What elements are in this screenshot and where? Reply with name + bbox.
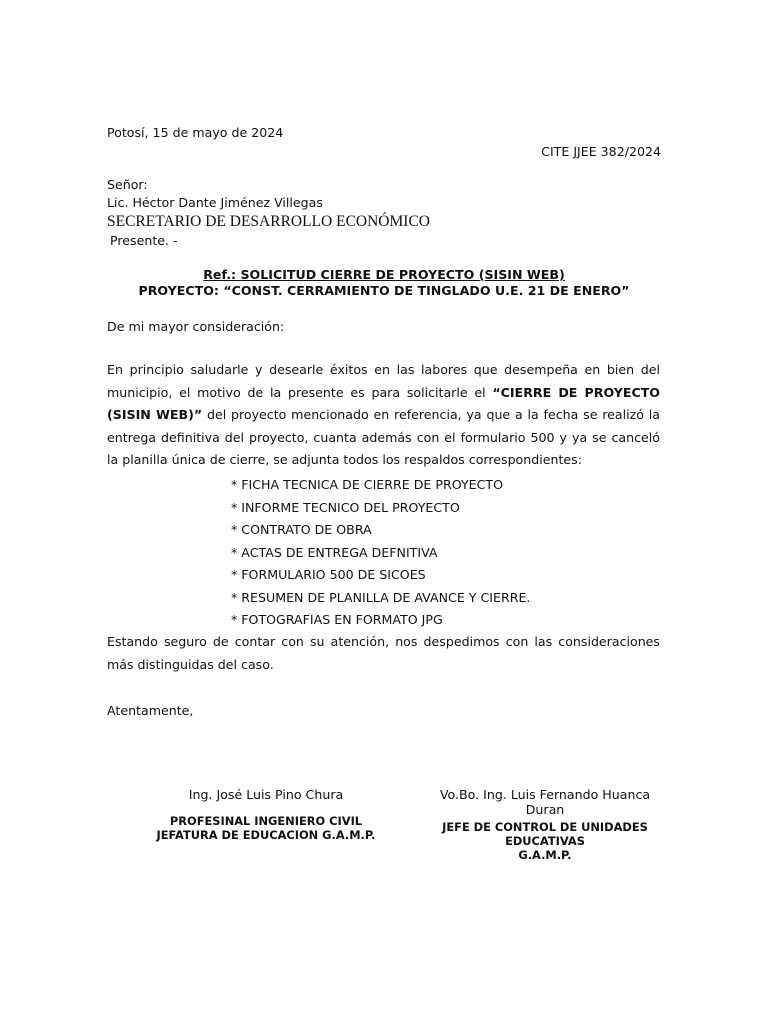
project-line: PROYECTO: “CONST. CERRAMIENTO DE TINGLADO U.E. 21 DE ENERO” (138, 283, 630, 298)
body-text-start: En principio saludarle y desearle éxitos en las labores que desempeña en bien del municipio, el motivo de la presente es para solicitarle el (107, 362, 660, 400)
sign-off: Atentamente, (107, 703, 194, 718)
signer-department: JEFATURA DE EDUCACION G.A.M.P. (156, 827, 376, 842)
signature-right (430, 788, 660, 862)
body-text-end: del proyecto mencionado en referencia, ya que a la fecha se realizó la entrega definitiva del proyecto, cuanta además con el formulario 500 y ya se canceló la planilla única de cierre, se adjunta todos los respaldos correspondientes: (107, 407, 660, 467)
letter-date: Potosí, 15 de mayo de 2024 (107, 125, 284, 140)
attachment-item: * CONTRATO DE OBRA (231, 522, 372, 537)
attachment-item: * FOTOGRAFIAS EN FORMATO JPG (231, 612, 443, 627)
addressee-name: Lic. Héctor Dante Jiménez Villegas (107, 195, 323, 210)
presente-line: Presente. - (110, 233, 178, 248)
attachment-item: * FORMULARIO 500 DE SICOES (231, 567, 426, 582)
reference-line (0, 267, 768, 283)
body-paragraph (107, 359, 660, 472)
attachment-item: * RESUMEN DE PLANILLA DE AVANCE Y CIERRE. (231, 589, 531, 605)
body-emphasis: “CIERRE DE PROYECTO (SISIN WEB)” (107, 384, 661, 422)
closing-paragraph: Estando seguro de contar con su atención, nos despedimos con las consideraciones más distinguidas del caso. (107, 634, 660, 672)
approver-name: Vo.Bo. Ing. Luis Fernando Huanca Duran (439, 787, 651, 817)
signer-title: PROFESINAL INGENIERO CIVIL (169, 813, 363, 828)
cite-number: CITE JJEE 382/2024 (541, 144, 661, 159)
salutation: Señor: (107, 177, 148, 192)
addressee-role: SECRETARIO DE DESARROLLO ECONÓMICO (107, 213, 430, 230)
signature-left (155, 788, 377, 842)
approver-organization: G.A.M.P. (518, 848, 572, 862)
greeting: De mi mayor consideración: (107, 319, 285, 334)
attachment-item: * INFORME TECNICO DEL PROYECTO (231, 499, 460, 515)
attachments-list (231, 474, 530, 632)
approver-title: JEFE DE CONTROL DE UNIDADES EDUCATIVAS (442, 820, 648, 848)
attachment-item: * FICHA TECNICA DE CIERRE DE PROYECTO (231, 477, 503, 492)
attachment-item: * ACTAS DE ENTREGA DEFNITIVA (231, 544, 438, 560)
reference-text: Ref.: SOLICITUD CIERRE DE PROYECTO (SISIN WEB) (203, 267, 565, 282)
signer-name: Ing. José Luis Pino Chura (188, 787, 344, 802)
